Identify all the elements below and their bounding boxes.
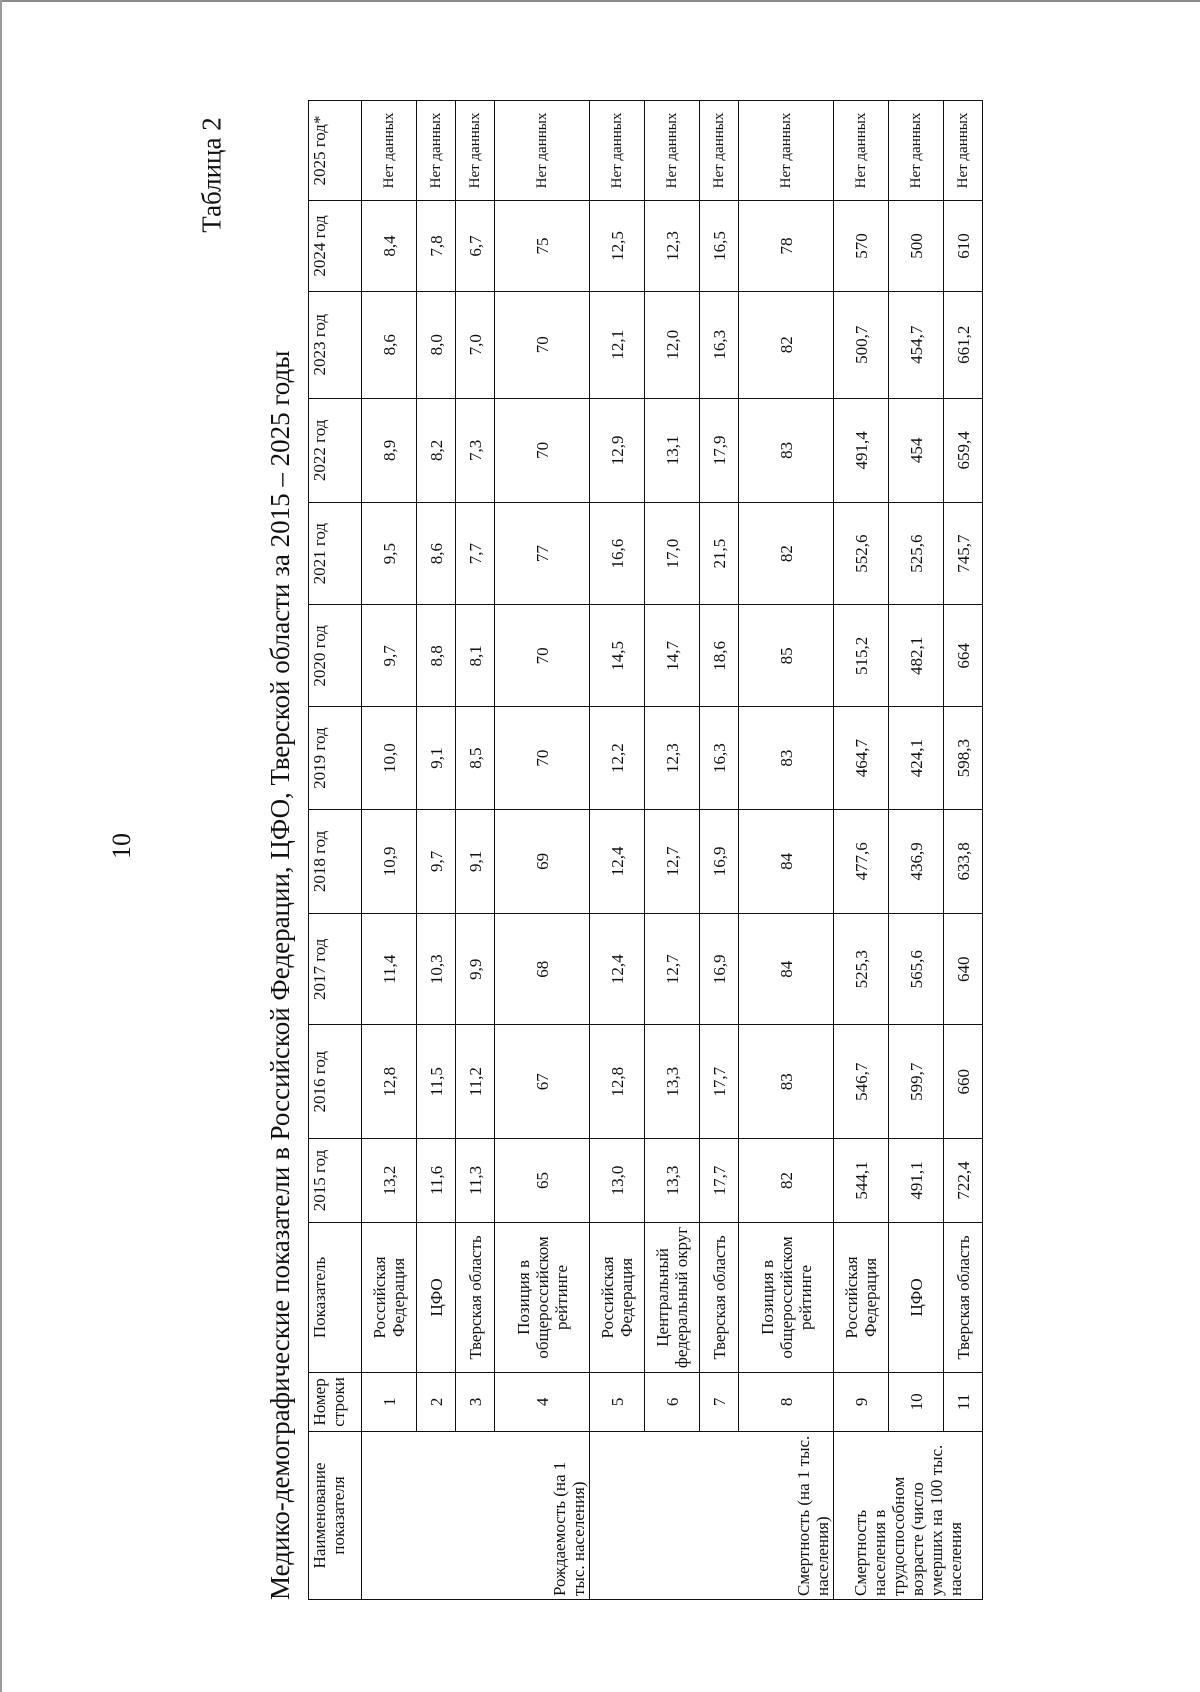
- header-cell: 2024 год: [309, 201, 362, 292]
- value-cell: 67: [495, 1025, 590, 1139]
- value-cell: 11,4: [362, 914, 417, 1025]
- value-cell: 17,7: [700, 1025, 739, 1139]
- header-cell: 2020 год: [309, 605, 362, 707]
- value-cell: Нет данных: [739, 101, 834, 201]
- value-cell: Нет данных: [889, 101, 944, 201]
- value-cell: Нет данных: [834, 101, 889, 201]
- table-row: [700, 101, 739, 1600]
- header-cell: 2022 год: [309, 398, 362, 502]
- value-cell: Нет данных: [417, 101, 456, 201]
- value-cell: 11,2: [456, 1025, 495, 1139]
- value-cell: 12,7: [645, 914, 700, 1025]
- table-row: [645, 101, 700, 1600]
- value-cell: 570: [834, 201, 889, 292]
- table-row: [456, 101, 495, 1600]
- value-cell: 16,9: [700, 914, 739, 1025]
- value-cell: 664: [944, 605, 983, 707]
- value-cell: 17,0: [645, 503, 700, 605]
- indicator-cell: ЦФО: [889, 1223, 944, 1373]
- value-cell: 70: [495, 707, 590, 809]
- value-cell: 83: [739, 398, 834, 502]
- value-cell: 7,7: [456, 503, 495, 605]
- value-cell: 8,6: [362, 291, 417, 398]
- value-cell: 17,7: [700, 1138, 739, 1222]
- value-cell: 436,9: [889, 809, 944, 913]
- value-cell: 477,6: [834, 809, 889, 913]
- value-cell: 9,7: [417, 809, 456, 913]
- value-cell: 84: [739, 809, 834, 913]
- value-cell: 12,1: [590, 291, 645, 398]
- value-cell: 65: [495, 1138, 590, 1222]
- indicator-cell: Российская Федерация: [362, 1223, 417, 1373]
- value-cell: 8,1: [456, 605, 495, 707]
- value-cell: 525,3: [834, 914, 889, 1025]
- indicator-cell: Российская Федерация: [834, 1223, 889, 1373]
- value-cell: 659,4: [944, 398, 983, 502]
- value-cell: 13,3: [645, 1138, 700, 1222]
- value-cell: 18,6: [700, 605, 739, 707]
- value-cell: 544,1: [834, 1138, 889, 1222]
- value-cell: 14,5: [590, 605, 645, 707]
- value-cell: 454: [889, 398, 944, 502]
- value-cell: 482,1: [889, 605, 944, 707]
- header-cell: 2017 год: [309, 914, 362, 1025]
- value-cell: 9,7: [362, 605, 417, 707]
- value-cell: 16,3: [700, 291, 739, 398]
- value-cell: 12,7: [645, 809, 700, 913]
- value-cell: 10,3: [417, 914, 456, 1025]
- value-cell: 82: [739, 291, 834, 398]
- value-cell: 75: [495, 201, 590, 292]
- value-cell: 12,5: [590, 201, 645, 292]
- value-cell: 599,7: [889, 1025, 944, 1139]
- value-cell: Нет данных: [362, 101, 417, 201]
- value-cell: 70: [495, 398, 590, 502]
- header-cell: 2019 год: [309, 707, 362, 809]
- value-cell: 7,3: [456, 398, 495, 502]
- header-cell: 2021 год: [309, 503, 362, 605]
- value-cell: 13,1: [645, 398, 700, 502]
- demographics-table: [308, 100, 983, 1600]
- value-cell: 9,1: [456, 809, 495, 913]
- value-cell: 565,6: [889, 914, 944, 1025]
- value-cell: 500: [889, 201, 944, 292]
- row-number-cell: 11: [944, 1372, 983, 1431]
- value-cell: 13,0: [590, 1138, 645, 1222]
- value-cell: 13,2: [362, 1138, 417, 1222]
- indicator-cell: Позиция в общероссийском рейтинге: [495, 1223, 590, 1373]
- value-cell: 16,3: [700, 707, 739, 809]
- value-cell: 515,2: [834, 605, 889, 707]
- value-cell: Нет данных: [700, 101, 739, 201]
- table-row: [834, 101, 889, 1600]
- value-cell: 12,8: [362, 1025, 417, 1139]
- value-cell: 8,2: [417, 398, 456, 502]
- value-cell: 16,9: [700, 809, 739, 913]
- indicator-cell: Тверская область: [944, 1223, 983, 1373]
- scan-edge-left: [0, 0, 2, 1692]
- value-cell: 12,3: [645, 707, 700, 809]
- value-cell: Нет данных: [495, 101, 590, 201]
- value-cell: 546,7: [834, 1025, 889, 1139]
- value-cell: 12,9: [590, 398, 645, 502]
- value-cell: 633,8: [944, 809, 983, 913]
- row-number-cell: 8: [739, 1372, 834, 1431]
- indicator-cell: Российская Федерация: [590, 1223, 645, 1373]
- value-cell: 9,9: [456, 914, 495, 1025]
- value-cell: 7,8: [417, 201, 456, 292]
- value-cell: 6,7: [456, 201, 495, 292]
- value-cell: 12,4: [590, 809, 645, 913]
- table-row: [889, 101, 944, 1600]
- value-cell: 722,4: [944, 1138, 983, 1222]
- indicator-cell: ЦФО: [417, 1223, 456, 1373]
- header-cell: 2016 год: [309, 1025, 362, 1139]
- row-number-cell: 9: [834, 1372, 889, 1431]
- row-number-cell: 3: [456, 1372, 495, 1431]
- value-cell: 12,8: [590, 1025, 645, 1139]
- table-row: [739, 101, 834, 1600]
- value-cell: 10,9: [362, 809, 417, 913]
- value-cell: 11,3: [456, 1138, 495, 1222]
- header-row: [309, 101, 362, 1600]
- table-row: [417, 101, 456, 1600]
- value-cell: 21,5: [700, 503, 739, 605]
- value-cell: 9,1: [417, 707, 456, 809]
- indicator-cell: Центральный федеральный округ: [645, 1223, 700, 1373]
- value-cell: 85: [739, 605, 834, 707]
- value-cell: 13,3: [645, 1025, 700, 1139]
- value-cell: Нет данных: [645, 101, 700, 201]
- table-row: [944, 101, 983, 1600]
- value-cell: 16,6: [590, 503, 645, 605]
- value-cell: 9,5: [362, 503, 417, 605]
- header-cell: 2023 год: [309, 291, 362, 398]
- value-cell: 491,4: [834, 398, 889, 502]
- header-cell: Номер строки: [309, 1372, 362, 1431]
- value-cell: 70: [495, 605, 590, 707]
- document-title: Медико-демографические показатели в Российской Федерации, ЦФО, Тверской области за 2015 – 2025 годы: [265, 350, 295, 1600]
- rotated-content: [260, 100, 1030, 1600]
- value-cell: 77: [495, 503, 590, 605]
- value-cell: 12,0: [645, 291, 700, 398]
- value-cell: 424,1: [889, 707, 944, 809]
- header-cell: Показатель: [309, 1223, 362, 1373]
- row-number-cell: 7: [700, 1372, 739, 1431]
- row-number-cell: 10: [889, 1372, 944, 1431]
- page-number: 10: [107, 833, 136, 859]
- value-cell: 68: [495, 914, 590, 1025]
- group-name-cell: Рождаемость (на 1 тыс. населения): [362, 1431, 590, 1599]
- value-cell: 11,6: [417, 1138, 456, 1222]
- header-cell: 2025 год*: [309, 101, 362, 201]
- value-cell: 16,5: [700, 201, 739, 292]
- value-cell: 8,9: [362, 398, 417, 502]
- row-number-cell: 5: [590, 1372, 645, 1431]
- value-cell: 7,0: [456, 291, 495, 398]
- value-cell: Нет данных: [590, 101, 645, 201]
- value-cell: 464,7: [834, 707, 889, 809]
- indicator-cell: Тверская область: [700, 1223, 739, 1373]
- row-number-cell: 6: [645, 1372, 700, 1431]
- value-cell: 8,5: [456, 707, 495, 809]
- value-cell: 70: [495, 291, 590, 398]
- value-cell: 454,7: [889, 291, 944, 398]
- header-cell: 2018 год: [309, 809, 362, 913]
- value-cell: 8,0: [417, 291, 456, 398]
- group-name-cell: Смертность (на 1 тыс. населения): [590, 1431, 834, 1599]
- value-cell: 78: [739, 201, 834, 292]
- header-cell: 2015 год: [309, 1138, 362, 1222]
- table-row: [590, 101, 645, 1600]
- value-cell: 8,4: [362, 201, 417, 292]
- value-cell: 12,4: [590, 914, 645, 1025]
- value-cell: 598,3: [944, 707, 983, 809]
- value-cell: Нет данных: [944, 101, 983, 201]
- value-cell: 69: [495, 809, 590, 913]
- row-number-cell: 1: [362, 1372, 417, 1431]
- value-cell: 640: [944, 914, 983, 1025]
- row-number-cell: 2: [417, 1372, 456, 1431]
- value-cell: Нет данных: [456, 101, 495, 201]
- value-cell: 745,7: [944, 503, 983, 605]
- header-cell: Наименование показателя: [309, 1431, 362, 1599]
- value-cell: 661,2: [944, 291, 983, 398]
- value-cell: 17,9: [700, 398, 739, 502]
- value-cell: 14,7: [645, 605, 700, 707]
- value-cell: 552,6: [834, 503, 889, 605]
- value-cell: 8,6: [417, 503, 456, 605]
- table-row: [362, 101, 417, 1600]
- value-cell: 12,3: [645, 201, 700, 292]
- value-cell: 84: [739, 914, 834, 1025]
- indicator-cell: Тверская область: [456, 1223, 495, 1373]
- value-cell: 525,6: [889, 503, 944, 605]
- table-row: [495, 101, 590, 1600]
- group-name-cell: Смертность населения в трудоспособном возрасте (число умерших на 100 тыс. населения: [834, 1431, 983, 1599]
- value-cell: 11,5: [417, 1025, 456, 1139]
- value-cell: 491,1: [889, 1138, 944, 1222]
- value-cell: 500,7: [834, 291, 889, 398]
- row-number-cell: 4: [495, 1372, 590, 1431]
- value-cell: 83: [739, 707, 834, 809]
- value-cell: 10,0: [362, 707, 417, 809]
- value-cell: 610: [944, 201, 983, 292]
- value-cell: 82: [739, 1138, 834, 1222]
- scan-edge-top: [0, 0, 1200, 2]
- value-cell: 8,8: [417, 605, 456, 707]
- table-label: Таблица 2: [196, 117, 227, 233]
- value-cell: 660: [944, 1025, 983, 1139]
- value-cell: 82: [739, 503, 834, 605]
- indicator-cell: Позиция в общероссийском рейтинге: [739, 1223, 834, 1373]
- value-cell: 83: [739, 1025, 834, 1139]
- value-cell: 12,2: [590, 707, 645, 809]
